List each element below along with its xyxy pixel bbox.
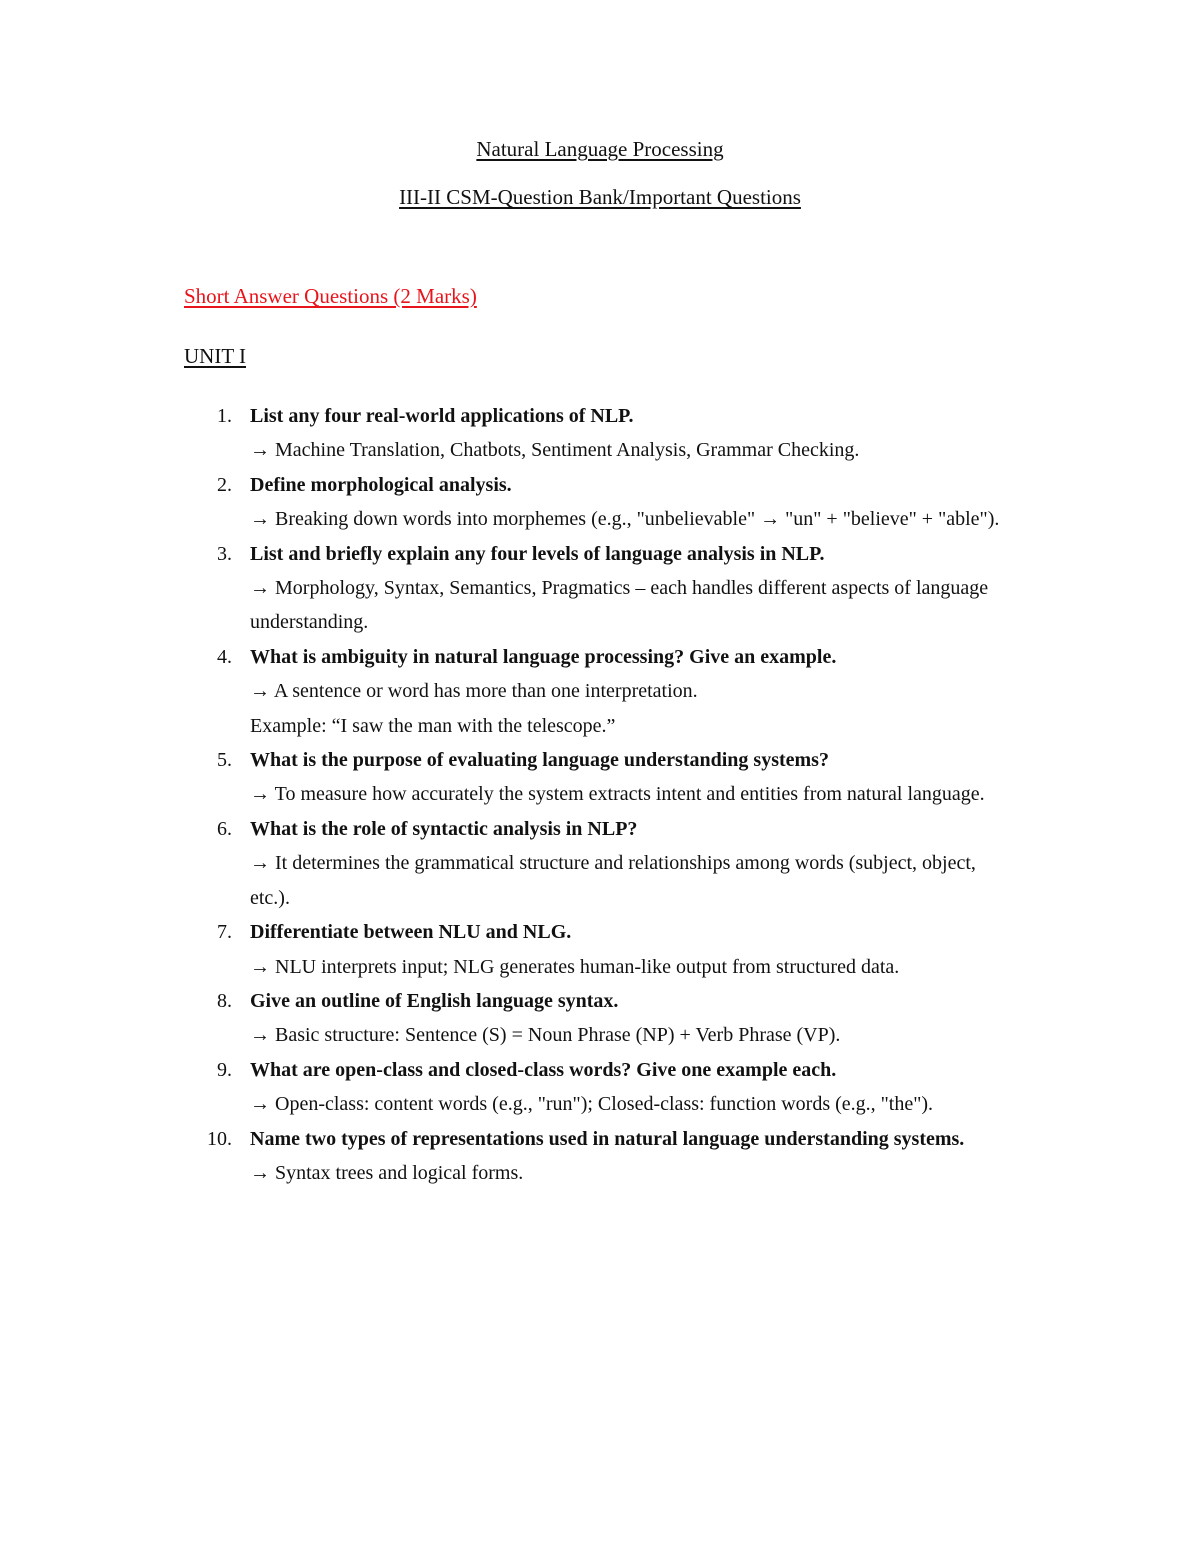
document-subtitle: III-II CSM-Question Bank/Important Questions	[399, 185, 801, 209]
question-item	[184, 1053, 1014, 1122]
question-item	[184, 399, 1014, 468]
question-number: 8.	[217, 989, 232, 1012]
document-title: Natural Language Processing	[476, 137, 724, 161]
question-item	[184, 743, 1014, 812]
answer-text: → It determines the grammatical structure and relationships among words (subject, object, etc.).	[250, 852, 976, 909]
question-number: 5.	[217, 749, 232, 772]
question-item	[184, 1122, 1014, 1191]
answer-text: → NLU interprets input; NLG generates human-like output from structured data.	[250, 955, 900, 978]
question-number: 6.	[217, 817, 232, 840]
answer-text: → Machine Translation, Chatbots, Sentiment Analysis, Grammar Checking.	[250, 439, 860, 462]
answer-text: → Open-class: content words (e.g., "run"); Closed-class: function words (e.g., "the").	[250, 1093, 934, 1116]
question-text: Differentiate between NLU and NLG.	[250, 921, 572, 944]
question-number: 10.	[207, 1127, 232, 1150]
question-list	[184, 399, 1014, 1190]
answer-text: → Morphology, Syntax, Semantics, Pragmatics – each handles different aspects of language understanding.	[250, 577, 989, 634]
question-item	[184, 812, 1014, 915]
question-text: What is ambiguity in natural language processing? Give an example.	[250, 645, 837, 668]
question-number: 7.	[217, 921, 232, 944]
unit-heading: UNIT I	[184, 344, 247, 368]
answer-text: → Basic structure: Sentence (S) = Noun Phrase (NP) + Verb Phrase (VP).	[250, 1024, 841, 1047]
question-item	[184, 984, 1014, 1053]
answer-text: → A sentence or word has more than one interpretation.	[250, 680, 698, 703]
question-number: 9.	[217, 1058, 232, 1081]
question-text: Name two types of representations used in natural language understanding systems.	[250, 1127, 965, 1150]
question-text: What is the role of syntactic analysis in NLP?	[250, 817, 638, 840]
question-number: 1.	[217, 405, 232, 427]
question-item	[184, 537, 1014, 640]
question-text: What are open-class and closed-class words? Give one example each.	[250, 1058, 837, 1081]
section-heading: Short Answer Questions (2 Marks)	[184, 284, 477, 308]
question-item	[184, 640, 1014, 743]
answer-text: → To measure how accurately the system extracts intent and entities from natural language.	[250, 783, 985, 806]
question-text: List any four real-world applications of NLP.	[250, 405, 634, 427]
question-item	[184, 915, 1014, 984]
question-item	[184, 468, 1014, 537]
question-text: What is the purpose of evaluating language understanding systems?	[250, 749, 829, 772]
question-text: Define morphological analysis.	[250, 473, 512, 496]
question-number: 3.	[217, 542, 232, 565]
question-number: 4.	[217, 645, 232, 668]
question-number: 2.	[217, 473, 232, 496]
question-text: List and briefly explain any four levels of language analysis in NLP.	[250, 542, 825, 565]
answer-text: → Syntax trees and logical forms.	[250, 1161, 524, 1184]
example-text: Example: “I saw the man with the telescope.”	[250, 714, 616, 737]
question-text: Give an outline of English language syntax.	[250, 989, 619, 1012]
answer-text: → Breaking down words into morphemes (e.g., "unbelievable" → "un" + "believe" + "able").	[250, 508, 1000, 531]
